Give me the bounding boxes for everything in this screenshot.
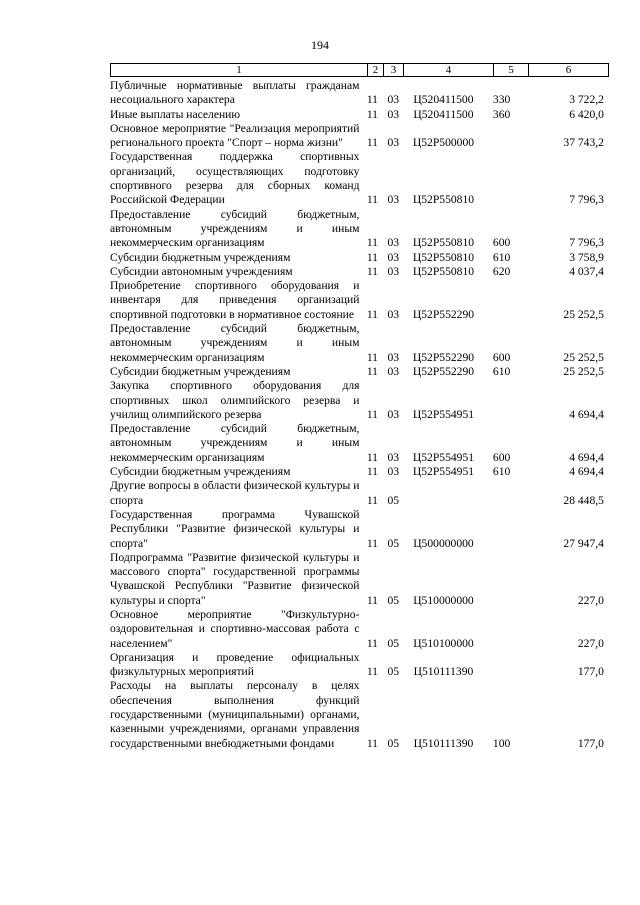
row-amount: 4 694,4 (569, 450, 604, 464)
table-row (110, 122, 607, 151)
row-subsection: 03 (387, 364, 400, 378)
table-row (110, 265, 607, 279)
row-amount: 25 252,5 (563, 350, 604, 364)
table-row (110, 150, 607, 207)
row-section: 11 (366, 193, 378, 207)
row-name: Подпрограмма "Развитие физической культуры и массового спорта" государственной программы Чувашской Республики "Развитие физической культуры и спорта" (110, 550, 360, 607)
row-section: 11 (366, 264, 378, 278)
table-row (110, 208, 607, 251)
row-subsection: 03 (387, 250, 400, 264)
table-header (110, 63, 609, 77)
row-name: Субсидии бюджетным учреждениям (110, 364, 291, 378)
row-amount: 37 743,2 (563, 136, 604, 150)
row-amount: 3 758,9 (569, 250, 604, 264)
row-section: 11 (366, 364, 378, 378)
row-amount: 28 448,5 (563, 493, 604, 507)
row-subsection: 03 (387, 307, 400, 321)
row-expense-type: 610 (492, 465, 511, 479)
row-amount: 25 252,5 (563, 307, 604, 321)
row-subsection: 05 (387, 736, 400, 750)
row-subsection: 03 (387, 350, 400, 364)
row-section: 11 (366, 536, 378, 550)
row-amount: 4 694,4 (569, 465, 604, 479)
row-name: Другие вопросы в области физической культуры и спорта (110, 479, 360, 507)
row-subsection: 05 (387, 636, 400, 650)
row-target-code: Ц510000000 (413, 593, 474, 607)
header-col-4: 4 (403, 64, 493, 76)
table-row (110, 108, 607, 122)
row-target-code: Ц52Р550810 (412, 250, 475, 264)
row-section: 11 (366, 136, 378, 150)
row-name: Предоставление субсидий бюджетным, автономным учреждениям и иным некоммерческим организациям (110, 322, 360, 364)
row-target-code: Ц52Р550810 (412, 264, 475, 278)
row-name: Расходы на выплаты персоналу в целях обеспечения выполнения функций государственными (муниципальными) органами, казенными учреждениями, органами управления государственными внебюджетными фондами (110, 679, 360, 750)
row-target-code: Ц52Р552290 (412, 364, 475, 378)
row-target-code: Ц500000000 (413, 536, 474, 550)
row-target-code: Ц510111390 (413, 736, 474, 750)
table-row (110, 679, 607, 750)
row-amount: 227,0 (577, 593, 604, 607)
row-amount: 4 694,4 (569, 407, 604, 421)
row-target-code: Ц52Р552290 (412, 307, 475, 321)
row-target-code: Ц510100000 (413, 636, 474, 650)
row-subsection: 05 (387, 665, 400, 679)
table-row (110, 508, 607, 551)
table-body (110, 79, 607, 751)
row-amount: 7 796,3 (569, 236, 604, 250)
row-expense-type: 620 (492, 264, 511, 278)
row-subsection: 03 (387, 407, 400, 421)
header-col-2: 2 (367, 64, 383, 76)
row-expense-type: 330 (492, 93, 511, 107)
table-row (110, 551, 607, 608)
row-subsection: 05 (387, 593, 400, 607)
row-name: Предоставление субсидий бюджетным, автономным учреждениям и иным некоммерческим организациям (110, 422, 360, 464)
row-target-code: Ц52Р552290 (412, 350, 475, 364)
row-amount: 25 252,5 (563, 364, 604, 378)
row-expense-type: 600 (492, 236, 511, 250)
header-col-3: 3 (383, 64, 403, 76)
row-section: 11 (366, 93, 378, 107)
row-name: Государственная программа Чувашской Республики "Развитие физической культуры и спорта" (110, 507, 360, 550)
table-row (110, 322, 607, 365)
row-amount: 7 796,3 (569, 193, 604, 207)
row-target-code: Ц52Р550810 (412, 236, 475, 250)
row-amount: 227,0 (577, 636, 604, 650)
row-subsection: 05 (387, 493, 400, 507)
row-subsection: 03 (387, 236, 400, 250)
row-amount: 3 722,2 (569, 93, 604, 107)
row-name: Публичные нормативные выплаты гражданам несоциального характера (110, 79, 360, 107)
row-name: Закупка спортивного оборудования для спортивных школ олимпийского резерва и училищ олимпийского резерва (110, 379, 360, 421)
row-name: Основное мероприятие "Реализация мероприятий регионального проекта "Спорт – норма жизни" (110, 121, 360, 150)
row-section: 11 (366, 636, 378, 650)
row-amount: 177,0 (577, 665, 604, 679)
table-row (110, 379, 607, 422)
row-amount: 4 037,4 (569, 264, 604, 278)
row-expense-type: 610 (492, 364, 511, 378)
table-row (110, 465, 607, 479)
table-row (110, 279, 607, 322)
row-section: 11 (366, 736, 378, 750)
table-row (110, 479, 607, 508)
row-expense-type: 100 (492, 736, 511, 750)
row-expense-type: 600 (492, 350, 511, 364)
row-amount: 27 947,4 (563, 536, 604, 550)
row-target-code: Ц520411500 (413, 93, 474, 107)
row-target-code: Ц520411500 (413, 107, 474, 121)
row-section: 11 (366, 465, 378, 479)
row-name: Государственная поддержка спортивных организаций, осуществляющих подготовку спортивного резерва для сборных команд Российской Федерации (110, 150, 360, 207)
row-name: Предоставление субсидий бюджетным, автономным учреждениям и иным некоммерческим организациям (110, 207, 360, 250)
row-section: 11 (366, 450, 378, 464)
row-section: 11 (366, 250, 378, 264)
table-row (110, 651, 607, 680)
table-row (110, 79, 607, 108)
row-target-code: Ц52Р554951 (412, 450, 475, 464)
row-section: 11 (366, 665, 378, 679)
row-subsection: 03 (387, 193, 400, 207)
table-row (110, 251, 607, 265)
row-name: Организация и проведение официальных физкультурных мероприятий (110, 650, 360, 679)
row-target-code: Ц52Р554951 (412, 407, 475, 421)
row-section: 11 (366, 307, 378, 321)
row-section: 11 (366, 350, 378, 364)
row-subsection: 03 (387, 465, 400, 479)
row-expense-type: 360 (492, 107, 511, 121)
row-name: Приобретение спортивного оборудования и инвентаря для приведения организаций спортивной подготовки в нормативное состояние (110, 279, 360, 321)
row-name: Субсидии бюджетным учреждениям (110, 465, 291, 479)
row-amount: 6 420,0 (569, 107, 604, 121)
row-name: Субсидии автономным учреждениям (110, 264, 293, 278)
row-subsection: 03 (387, 107, 400, 121)
table-row (110, 365, 607, 379)
row-section: 11 (366, 407, 378, 421)
row-target-code: Ц52Р550810 (412, 193, 475, 207)
row-section: 11 (366, 593, 378, 607)
table-row (110, 422, 607, 465)
row-subsection: 03 (387, 93, 400, 107)
row-subsection: 05 (387, 536, 400, 550)
table-row (110, 608, 607, 651)
header-col-1: 1 (236, 64, 242, 76)
row-name: Иные выплаты населению (110, 107, 241, 121)
row-subsection: 03 (387, 450, 400, 464)
header-col-5: 5 (493, 64, 528, 76)
row-section: 11 (366, 107, 378, 121)
row-expense-type: 610 (492, 250, 511, 264)
row-target-code: Ц510111390 (413, 665, 474, 679)
header-col-6: 6 (528, 64, 608, 76)
row-name: Субсидии бюджетным учреждениям (110, 250, 291, 264)
row-target-code: Ц52Р554951 (412, 465, 475, 479)
row-expense-type: 600 (492, 450, 511, 464)
row-subsection: 03 (387, 136, 400, 150)
row-target-code: Ц52Р500000 (412, 136, 475, 150)
row-section: 11 (366, 236, 378, 250)
row-subsection: 03 (387, 264, 400, 278)
row-name: Основное мероприятие "Физкультурно-оздоровительная и спортивно-массовая работа с населением" (110, 607, 360, 650)
row-amount: 177,0 (577, 736, 604, 750)
row-section: 11 (366, 493, 378, 507)
page-number: 194 (311, 38, 329, 52)
